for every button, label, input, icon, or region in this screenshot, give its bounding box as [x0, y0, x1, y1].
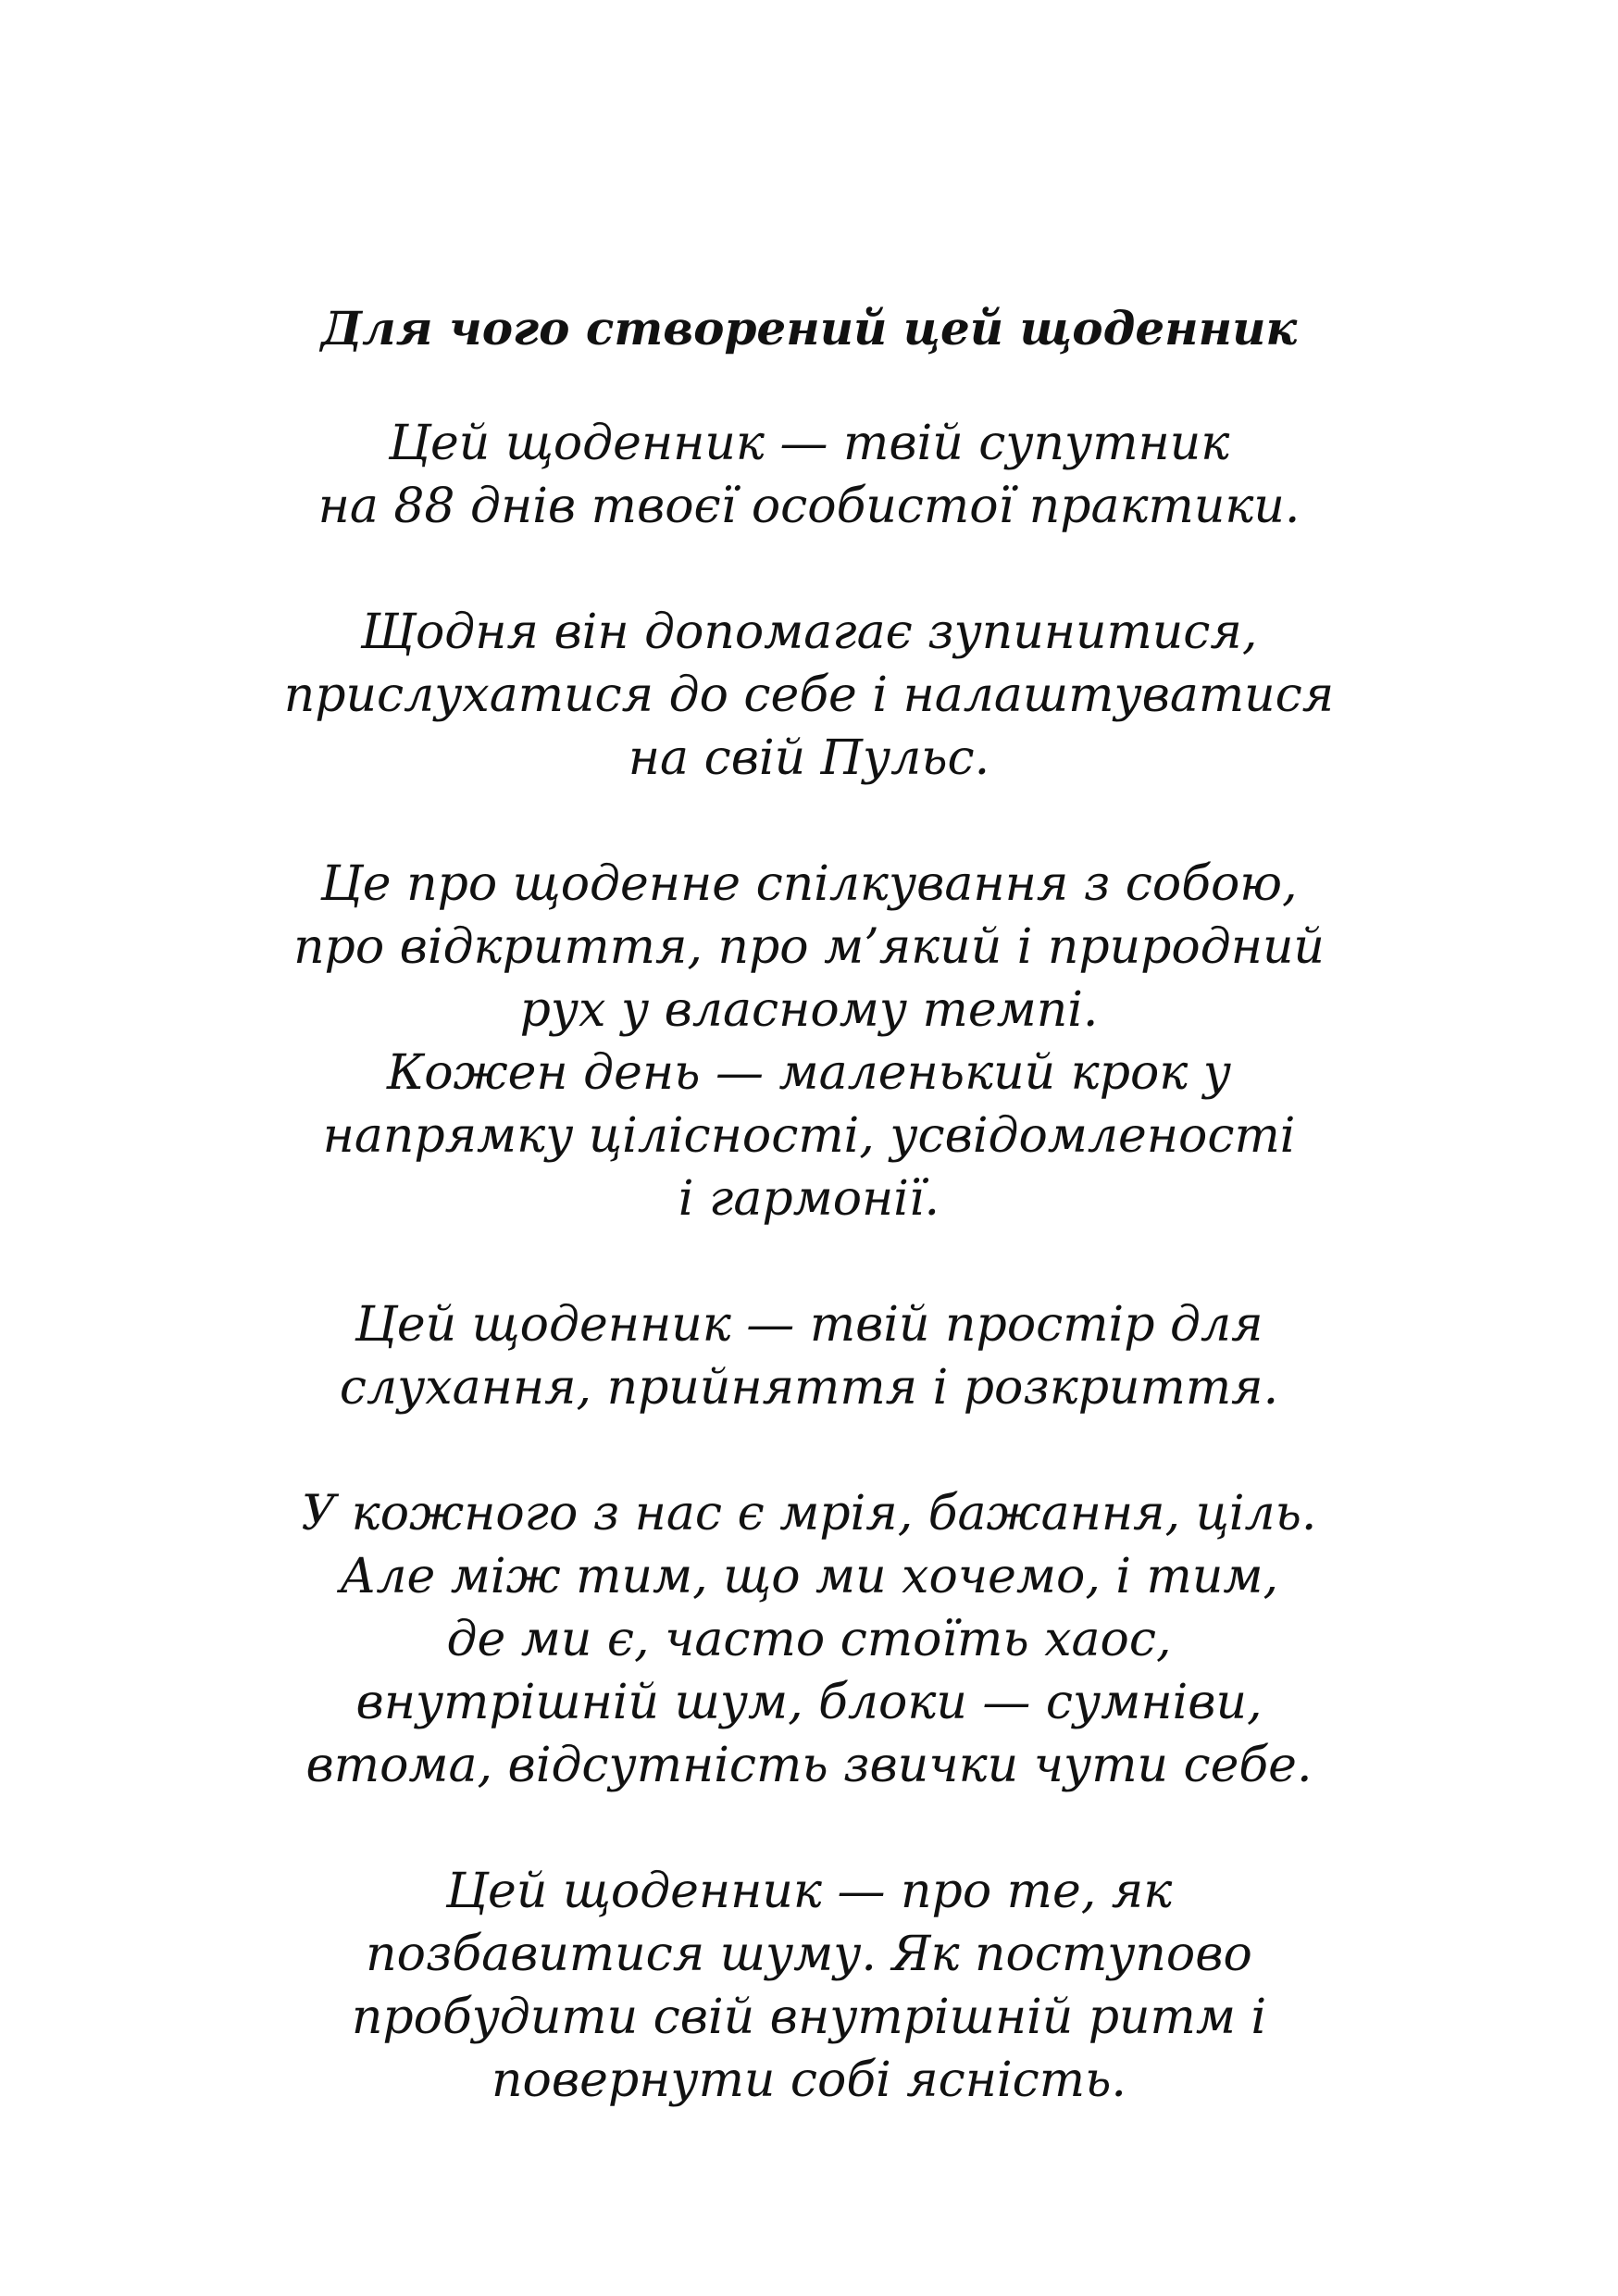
- body-text: [161, 412, 1457, 2175]
- text-line: повернути собі ясність.: [492, 2053, 1126, 2108]
- text-line: внутрішній шум, блоки — сумніви,: [355, 1675, 1263, 1730]
- text-line: У кожного з нас є мрія, бажання, ціль.: [301, 1486, 1317, 1541]
- text-line: напрямку цілісності, усвідомленості: [322, 1108, 1296, 1164]
- paragraph-6: [161, 1860, 1457, 2112]
- paragraph-5: [161, 1482, 1457, 1797]
- text-line: Цей щоденник — твій супутник: [388, 416, 1230, 471]
- text-line: Це про щоденне спілкування з собою,: [320, 856, 1298, 912]
- text-line: і гармонії.: [678, 1171, 940, 1227]
- paragraph-2: [161, 601, 1457, 790]
- paragraph-4: [161, 1293, 1457, 1419]
- text-line: на 88 днів твоєї особистої практики.: [317, 479, 1301, 534]
- text-line: Цей щоденник — твій простір для: [355, 1297, 1263, 1353]
- paragraph-1: [161, 412, 1457, 538]
- text-line: Але між тим, що ми хочемо, і тим,: [340, 1549, 1278, 1604]
- text-line: слухання, прийняття і розкриття.: [339, 1360, 1279, 1416]
- page-title: Для чого створений цей щоденник: [320, 301, 1298, 356]
- text-line: де ми є, часто стоїть хаос,: [446, 1612, 1172, 1667]
- text-line: про відкриття, про м’який і природний: [293, 919, 1325, 975]
- paragraph-3: [161, 853, 1457, 1230]
- text-line: на свій Пульс.: [628, 730, 990, 786]
- text-line: Цей щоденник — про те, як: [445, 1864, 1173, 1919]
- text-line: втома, відсутність звички чути себе.: [305, 1738, 1313, 1793]
- text-line: Щодня він допомагає зупинитися,: [360, 605, 1258, 660]
- text-line: позбавитися шуму. Як поступово: [366, 1927, 1252, 1982]
- text-line: прислухатися до себе і налаштуватися: [283, 668, 1335, 723]
- text-line: пробудити свій внутрішній ритм і: [351, 1990, 1267, 2045]
- text-line: Кожен день — маленький крок у: [386, 1045, 1232, 1101]
- text-line: рух у власному темпі.: [519, 982, 1099, 1038]
